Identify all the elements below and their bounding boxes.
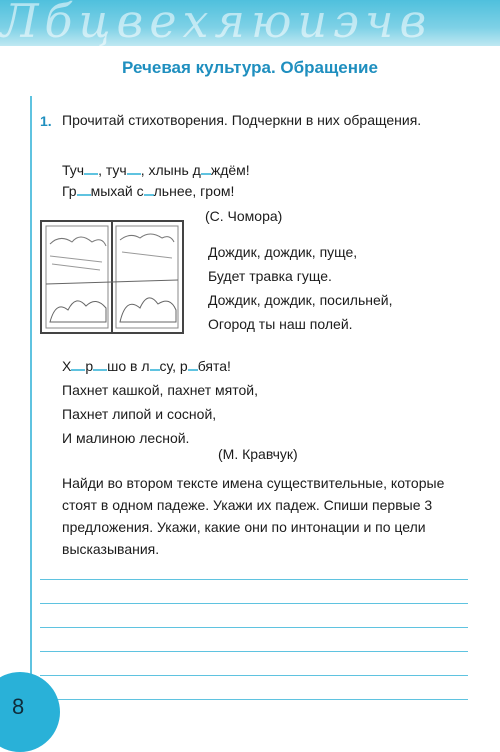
poem3-author: (М. Кравчук): [218, 446, 298, 462]
letter-gap[interactable]: [127, 161, 141, 175]
poem3-text: Х: [62, 358, 72, 374]
writing-line[interactable]: [40, 651, 468, 652]
poem1-text: льнее, гром!: [153, 183, 235, 199]
letter-gap[interactable]: [188, 357, 198, 371]
letter-gap[interactable]: [84, 161, 98, 175]
poem1-text: Туч: [62, 162, 85, 178]
page-title: Речевая культура. Обращение: [122, 58, 378, 77]
poem2-line: Будет травка гуще.: [208, 268, 332, 284]
poem3: [62, 354, 258, 450]
poem3-line4: И малиною лесной.: [62, 430, 190, 446]
window-drawing: [42, 222, 182, 332]
poem2-line: Дождик, дождик, пуще,: [208, 244, 358, 260]
poem3-text: р: [85, 358, 94, 374]
writing-line[interactable]: [40, 579, 468, 580]
poem1-text: , туч: [98, 162, 127, 178]
poem2: [208, 240, 392, 336]
page-number: 8: [12, 694, 25, 719]
header-band: [0, 0, 500, 46]
writing-line[interactable]: [40, 699, 468, 700]
window-illustration: [40, 220, 184, 334]
letter-gap[interactable]: [201, 161, 211, 175]
poem1-text: ждём!: [210, 162, 250, 178]
poem1: [62, 160, 250, 202]
poem3-text: шо в л: [107, 358, 150, 374]
writing-line[interactable]: [40, 603, 468, 604]
poem1-text: , хлынь д: [140, 162, 201, 178]
letter-gap[interactable]: [150, 357, 160, 371]
poem3-line1: [62, 354, 258, 378]
letter-gap[interactable]: [93, 357, 107, 371]
page-number-badge: [0, 672, 60, 752]
task1-instruction: Прочитай стихотворения. Подчеркни в них обращения.: [62, 112, 422, 128]
poem1-text: мыхай с: [90, 183, 144, 199]
task-number: 1.: [40, 113, 52, 129]
poem1-line2: [62, 181, 250, 202]
task2-instruction: Найди во втором тексте имена существительные, которые стоят в одном падеже. Укажи их падеж. Спиши первые 3 предложения. Укажи, какие они по интонации и по цели высказывания.: [62, 475, 445, 557]
left-margin-rule: [30, 96, 32, 714]
poem1-line1: [62, 160, 250, 181]
poem2-line: Огород ты наш полей.: [208, 316, 353, 332]
poem3-line3: Пахнет липой и сосной,: [62, 406, 217, 422]
header-decor-letters: Лбцвехяюиэчв: [0, 0, 433, 46]
poem2-line: Дождик, дождик, посильней,: [208, 292, 393, 308]
poem1-author: (С. Чомора): [205, 208, 283, 224]
poem3-text: су, р: [159, 358, 188, 374]
letter-gap[interactable]: [144, 182, 154, 196]
writing-line[interactable]: [40, 627, 468, 628]
poem3-line2: Пахнет кашкой, пахнет мятой,: [62, 382, 258, 398]
letter-gap[interactable]: [77, 182, 91, 196]
letter-gap[interactable]: [71, 357, 85, 371]
writing-line[interactable]: [40, 675, 468, 676]
poem1-text: Гр: [62, 183, 77, 199]
poem3-text: бята!: [197, 358, 231, 374]
